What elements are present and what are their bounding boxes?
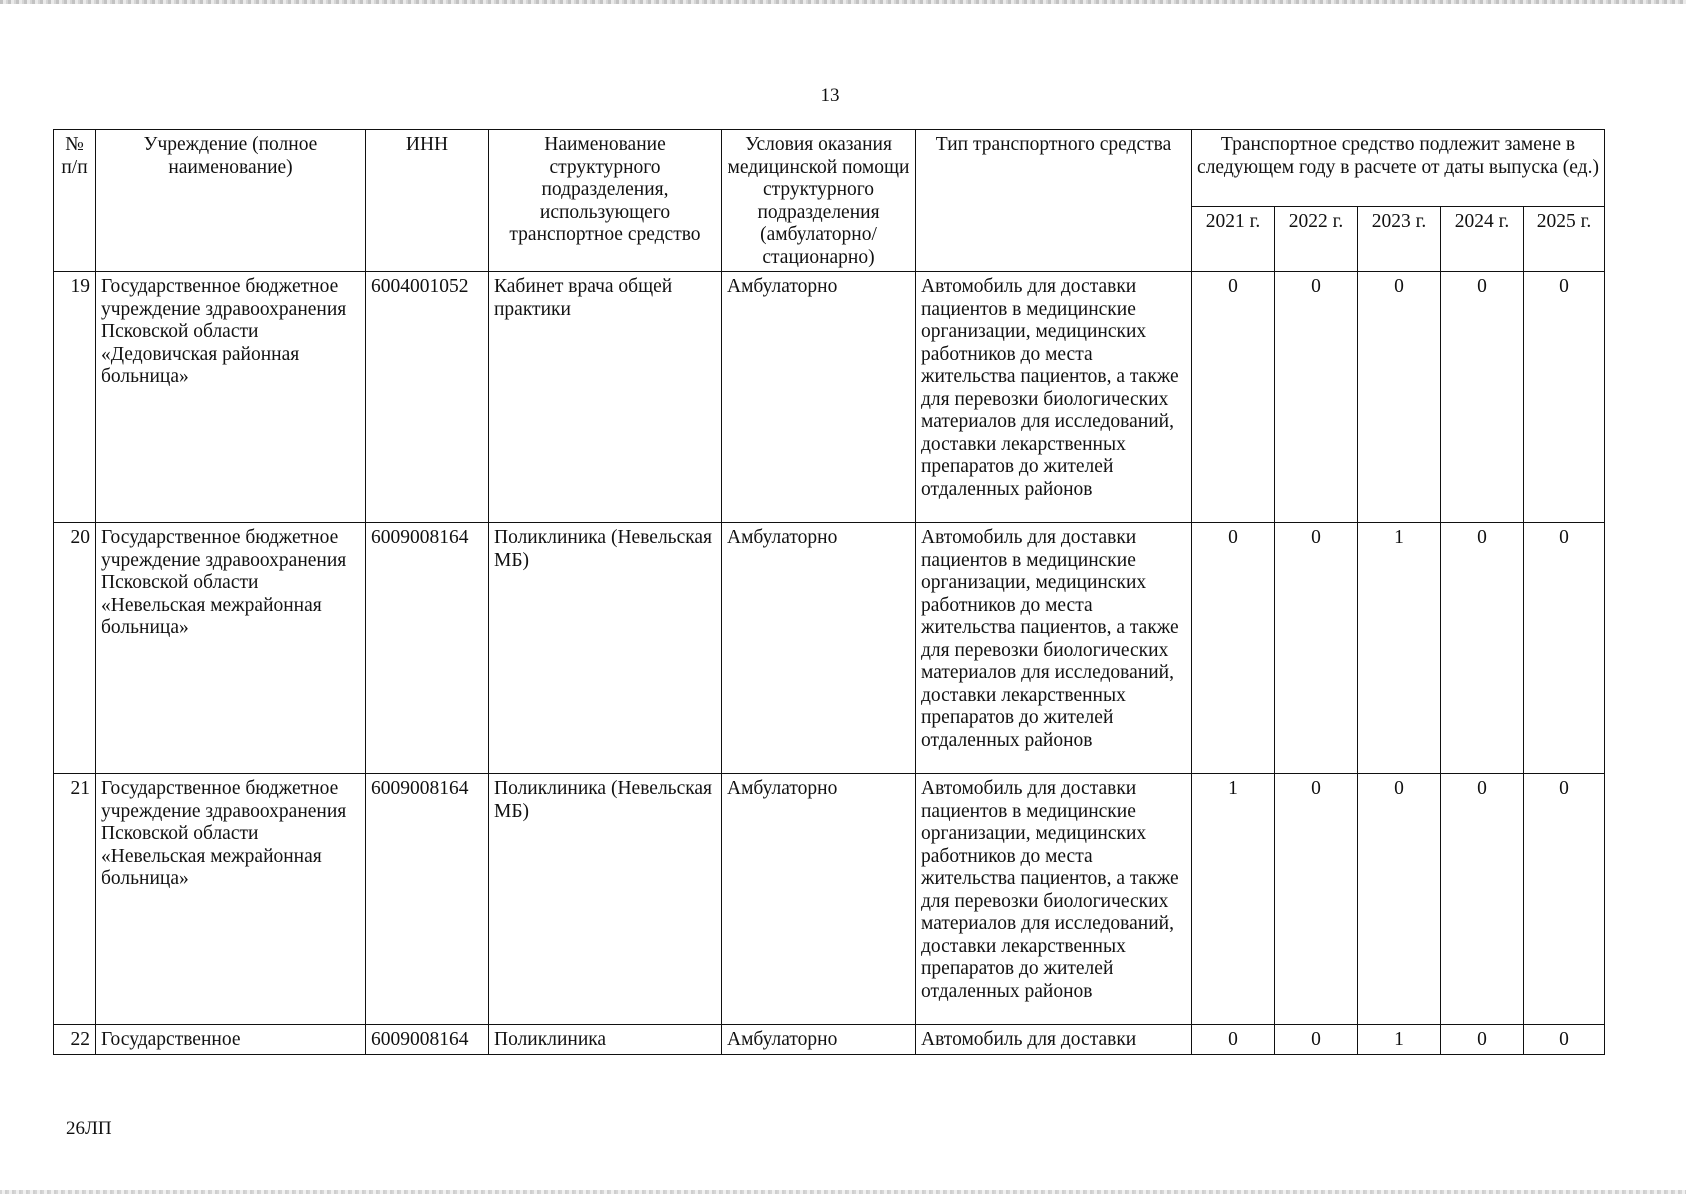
table-row	[54, 774, 1605, 1025]
header-institution: Учреждение (полное наименование)	[96, 130, 366, 272]
header-year-2022: 2022 г.	[1275, 207, 1358, 272]
header-division: Наименование структурного подразделения, использующего транспортное средство	[489, 130, 722, 272]
cell-conditions: Амбулаторно	[722, 774, 916, 1025]
table-row	[54, 1025, 1605, 1055]
scan-edge-top	[0, 0, 1686, 4]
cell-institution: Государственное бюджетное учреждение здравоохранения Псковской области «Невельская межрайонная больница»	[96, 523, 366, 774]
cell-num: 22	[54, 1025, 96, 1055]
cell-division: Поликлиника (Невельская МБ)	[489, 523, 722, 774]
table-row	[54, 272, 1605, 523]
cell-2024: 0	[1441, 272, 1524, 523]
header-year-2024: 2024 г.	[1441, 207, 1524, 272]
cell-institution: Государственное бюджетное учреждение здравоохранения Псковской области «Невельская межрайонная больница»	[96, 774, 366, 1025]
cell-inn: 6009008164	[366, 774, 489, 1025]
cell-2023: 0	[1358, 272, 1441, 523]
cell-num: 21	[54, 774, 96, 1025]
header-year-2025: 2025 г.	[1524, 207, 1605, 272]
cell-2023: 1	[1358, 1025, 1441, 1055]
cell-2025: 0	[1524, 272, 1605, 523]
cell-2025: 0	[1524, 1025, 1605, 1055]
cell-2022: 0	[1275, 1025, 1358, 1055]
cell-2025: 0	[1524, 774, 1605, 1025]
cell-institution: Государственное бюджетное учреждение здравоохранения Псковской области «Дедовичская районная больница»	[96, 272, 366, 523]
cell-vehicle-type: Автомобиль для доставки пациентов в медицинские организации, медицинских работников до места жительства пациентов, а также для перевозки биологических материалов для исследований, доставки лекарственных препаратов до жителей отдаленных районов	[916, 774, 1192, 1025]
cell-2022: 0	[1275, 523, 1358, 774]
footer-document-code: 26ЛП	[66, 1118, 112, 1139]
cell-conditions: Амбулаторно	[722, 1025, 916, 1055]
cell-2025: 0	[1524, 523, 1605, 774]
header-num: № п/п	[54, 130, 96, 272]
cell-vehicle-type: Автомобиль для доставки пациентов в медицинские организации, медицинских работников до места жительства пациентов, а также для перевозки биологических материалов для исследований, доставки лекарственных препаратов до жителей отдаленных районов	[916, 523, 1192, 774]
cell-vehicle-type: Автомобиль для доставки пациентов в медицинские организации, медицинских работников до места жительства пациентов, а также для перевозки биологических материалов для исследований, доставки лекарственных препаратов до жителей отдаленных районов	[916, 272, 1192, 523]
cell-2022: 0	[1275, 272, 1358, 523]
cell-2021: 0	[1192, 1025, 1275, 1055]
cell-2024: 0	[1441, 1025, 1524, 1055]
header-replacement: Транспортное средство подлежит замене в следующем году в расчете от даты выпуска (ед.)	[1192, 130, 1605, 207]
cell-num: 20	[54, 523, 96, 774]
cell-division: Кабинет врача общей практики	[489, 272, 722, 523]
cell-conditions: Амбулаторно	[722, 272, 916, 523]
cell-2023: 0	[1358, 774, 1441, 1025]
scan-edge-bottom	[0, 1190, 1686, 1194]
header-vehicle-type: Тип транспортного средства	[916, 130, 1192, 272]
cell-institution: Государственное	[96, 1025, 366, 1055]
cell-inn: 6004001052	[366, 272, 489, 523]
header-year-2023: 2023 г.	[1358, 207, 1441, 272]
header-conditions: Условия оказания медицинской помощи структурного подразделения (амбулаторно/ стационарно)	[722, 130, 916, 272]
cell-conditions: Амбулаторно	[722, 523, 916, 774]
cell-division: Поликлиника	[489, 1025, 722, 1055]
cell-2022: 0	[1275, 774, 1358, 1025]
cell-2024: 0	[1441, 523, 1524, 774]
cell-vehicle-type: Автомобиль для доставки	[916, 1025, 1192, 1055]
page-number: 13	[820, 85, 840, 106]
vehicle-replacement-table	[53, 129, 1605, 1055]
cell-inn: 6009008164	[366, 1025, 489, 1055]
cell-2021: 0	[1192, 272, 1275, 523]
cell-division: Поликлиника (Невельская МБ)	[489, 774, 722, 1025]
header-year-2021: 2021 г.	[1192, 207, 1275, 272]
cell-2024: 0	[1441, 774, 1524, 1025]
header-inn: ИНН	[366, 130, 489, 272]
cell-2021: 0	[1192, 523, 1275, 774]
cell-inn: 6009008164	[366, 523, 489, 774]
cell-2023: 1	[1358, 523, 1441, 774]
cell-2021: 1	[1192, 774, 1275, 1025]
cell-num: 19	[54, 272, 96, 523]
table-row	[54, 523, 1605, 774]
header-row-1	[54, 130, 1605, 207]
